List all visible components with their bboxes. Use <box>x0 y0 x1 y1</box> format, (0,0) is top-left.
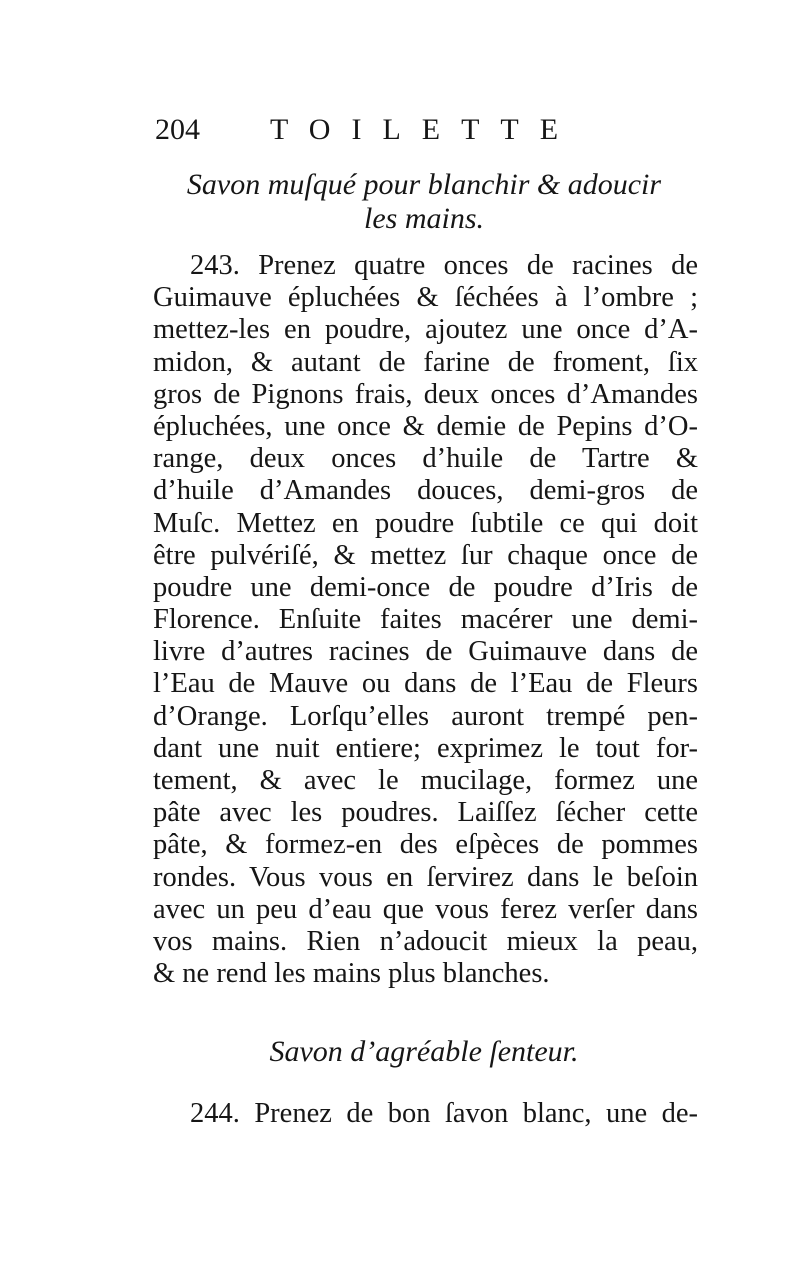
text-line: vos mains. Rien n’adoucit mieux la peau, <box>153 925 698 957</box>
text-line: rondes. Vous vous en ſervirez dans le beſoin <box>153 861 698 893</box>
text-line: pâte, & formez-en des eſpèces de pommes <box>153 829 698 861</box>
text-line: l’Eau de Mauve ou dans de l’Eau de Fleurs <box>153 668 698 700</box>
text-line: épluchées, une once & demie de Pepins d’O- <box>153 410 698 442</box>
text-line: 243. Prenez quatre onces de racines de <box>190 250 698 281</box>
text-line: midon, & autant de farine de froment, ſix <box>153 346 698 378</box>
text-line: Muſc. Mettez en poudre ſubtile ce qui doit <box>153 507 698 539</box>
running-title: TOILETTE <box>270 113 580 146</box>
text-line: tement, & avec le mucilage, formez une <box>153 765 698 796</box>
text-line: gros de Pignons frais, deux onces d’Amandes <box>153 378 698 410</box>
page-number: 204 <box>155 113 200 146</box>
text-line: d’huile d’Amandes douces, demi-gros de <box>153 475 698 507</box>
recipe-paragraph <box>153 1098 698 1130</box>
text-line: mettez-les en poudre, ajoutez une once d’A- <box>153 314 698 346</box>
text-line: Florence. Enſuite faites macérer une demi- <box>153 604 698 636</box>
text-line: d’Orange. Lorſqu’elles auront trempé pen- <box>153 700 698 732</box>
text-line: être pulvériſé, & mettez ſur chaque once de <box>153 539 698 571</box>
text-line: dant une nuit entiere; exprimez le tout for- <box>153 732 698 764</box>
text-line: poudre une demi-once de poudre d’Iris de <box>153 571 698 603</box>
text-line: range, deux onces d’huile de Tartre & <box>153 443 698 475</box>
text-line: livre d’autres racines de Guimauve dans de <box>153 636 698 668</box>
text-line: avec un peu d’eau que vous ferez verſer dans <box>153 893 698 925</box>
section-title: Savon d’agréable ſenteur. <box>269 1035 579 1068</box>
text-line: 244. Prenez de bon ſavon blanc, une de- <box>190 1098 698 1129</box>
text-line: pâte avec les poudres. Laiſſez ſécher cette <box>153 797 698 829</box>
running-head <box>155 110 700 150</box>
section-title: les mains. <box>364 202 484 235</box>
text-line: & ne rend les mains plus blanches. <box>153 958 550 990</box>
section-title: Savon muſqué pour blanchir & adoucir <box>186 168 662 201</box>
recipe-paragraph <box>153 250 698 990</box>
text-line: Guimauve épluchées & ſéchées à l’ombre ; <box>153 282 698 314</box>
